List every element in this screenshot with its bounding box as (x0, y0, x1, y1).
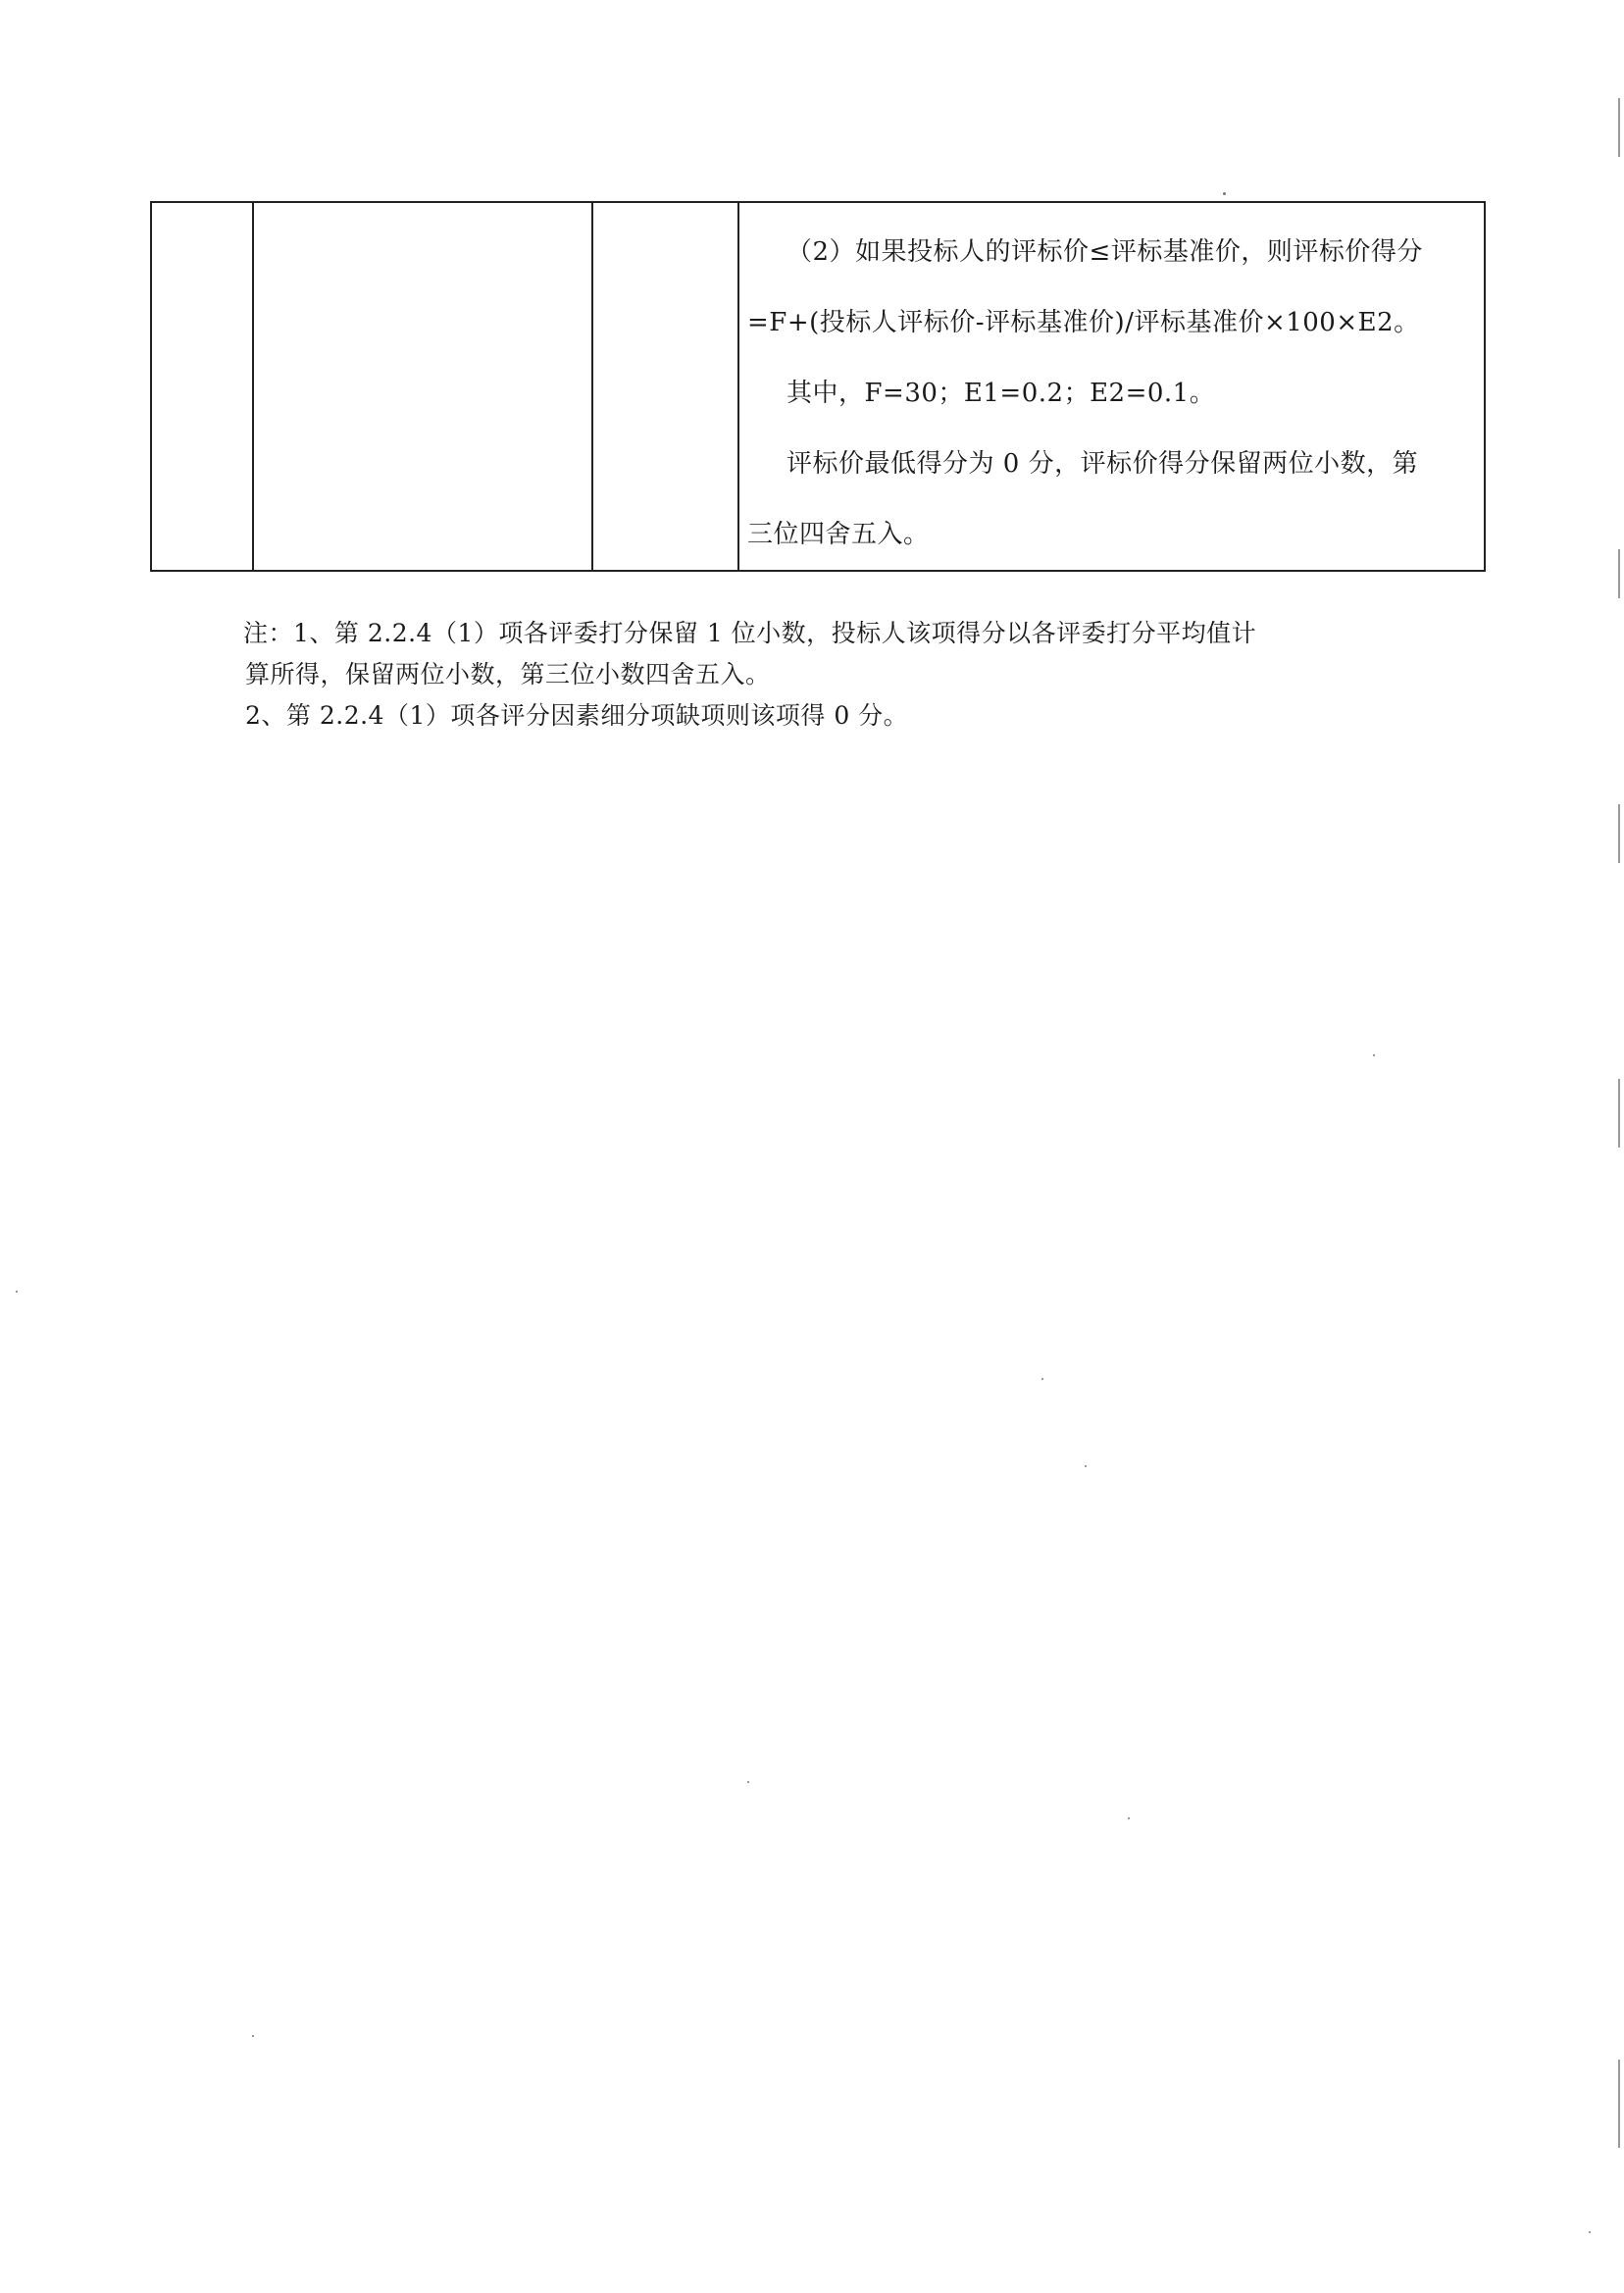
criteria-line: 三位四舍五入。 (747, 520, 930, 549)
criteria-line: 评标价最低得分为 0 分，评标价得分保留两位小数，第 (787, 449, 1419, 479)
note-1: 注：1、第 2.2.4（1）项各评委打分保留 1 位小数，投标人该项得分以各评委打分平均值计 (243, 619, 1257, 647)
note-2: 2、第 2.2.4（1）项各评分因素细分项缺项则该项得 0 分。 (245, 701, 909, 730)
scan-edge-mark (1618, 1079, 1620, 1147)
criteria-text (739, 203, 1484, 570)
table-cell-points (592, 202, 738, 571)
criteria-line: 其中，F=30；E1=0.2；E2=0.1。 (787, 379, 1216, 408)
scan-edge-mark (1618, 549, 1620, 598)
scan-edge-mark (1618, 804, 1620, 863)
table-cell-criteria (738, 202, 1485, 571)
scan-edge-mark (1618, 98, 1620, 157)
scan-speck (1085, 1465, 1087, 1467)
scan-speck (1041, 1378, 1043, 1380)
criteria-line: =F+(投标人评标价-评标基准价)/评标基准价×100×E2。 (747, 308, 1420, 337)
scan-speck (1223, 192, 1226, 195)
notes-section (243, 613, 1420, 654)
table-cell-item (253, 202, 592, 571)
scan-speck (252, 2035, 254, 2037)
scan-edge-mark (1618, 2060, 1620, 2148)
table-row (151, 202, 1485, 571)
scan-speck (1589, 2231, 1591, 2233)
scan-speck (16, 1291, 18, 1293)
notes-section-cont (245, 654, 1422, 737)
scan-speck (747, 1781, 749, 1783)
scoring-table (150, 201, 1486, 572)
criteria-line: （2）如果投标人的评标价≤评标基准价，则评标价得分 (787, 237, 1423, 267)
table-cell-index (151, 202, 253, 571)
note-1-continued: 算所得，保留两位小数，第三位小数四舍五入。 (245, 660, 771, 688)
scan-speck (1373, 1054, 1375, 1056)
scan-speck (1128, 1817, 1130, 1819)
